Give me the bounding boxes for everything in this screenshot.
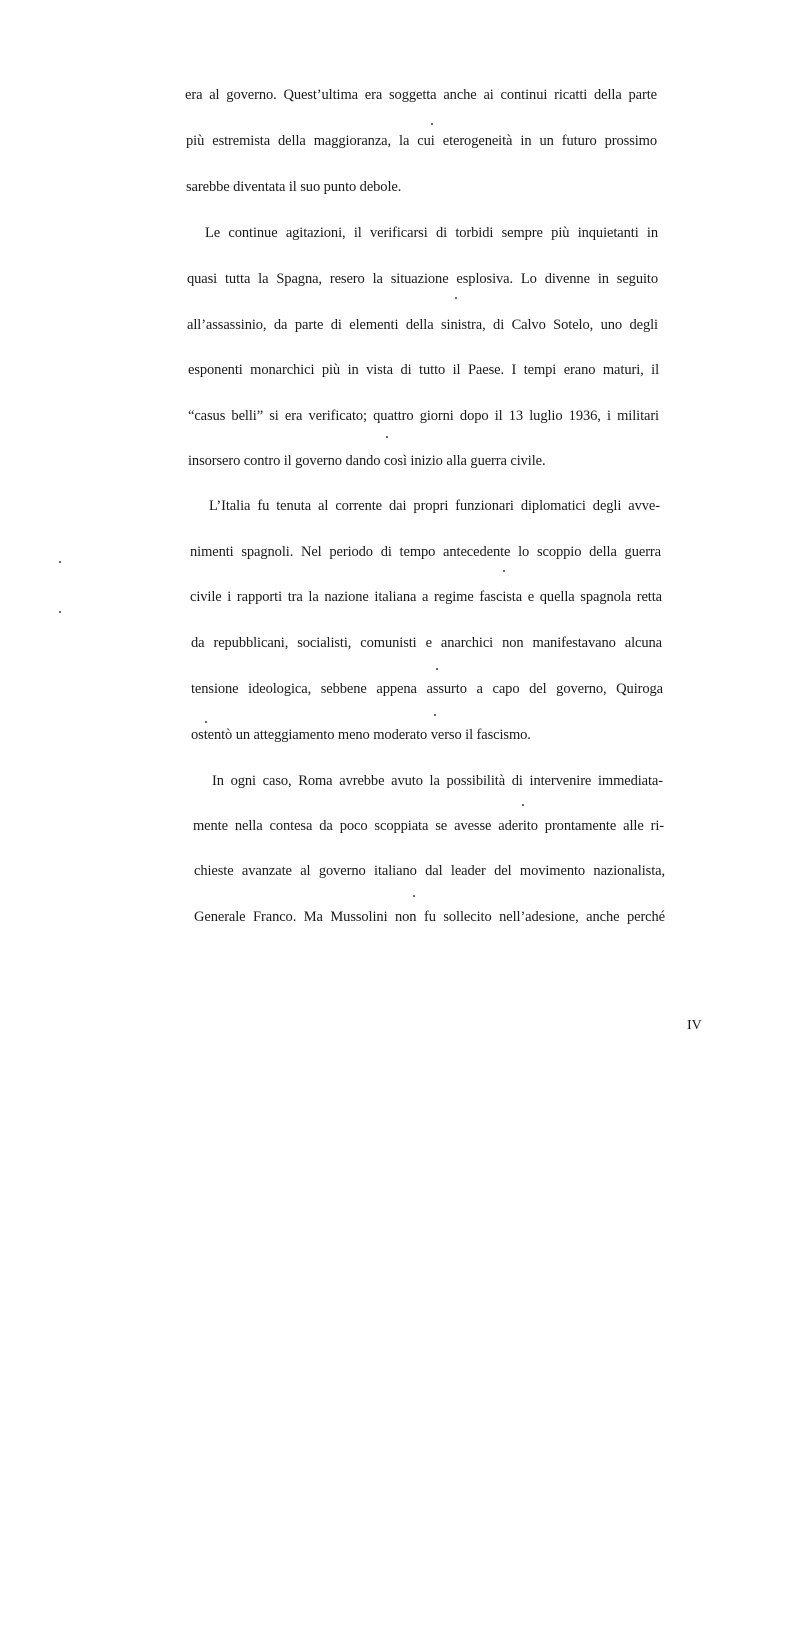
text-line: insorsero contro il governo dando così inizio alla guerra civile. bbox=[188, 453, 546, 469]
scan-speck bbox=[413, 895, 415, 897]
text-line: esponenti monarchici più in vista di tutto il Paese. I tempi erano maturi, il bbox=[188, 362, 659, 378]
text-line: più estremista della maggioranza, la cui eterogeneità in un futuro prossimo bbox=[186, 133, 657, 149]
scan-speck bbox=[434, 714, 436, 716]
page-number: IV bbox=[687, 1018, 702, 1033]
scan-speck bbox=[436, 668, 438, 670]
text-line: tensione ideologica, sebbene appena assurto a capo del governo, Quiroga bbox=[191, 681, 663, 697]
text-line: “casus belli” si era verificato; quattro giorni dopo il 13 luglio 1936, i militari bbox=[188, 408, 659, 424]
text-line: sarebbe diventata il suo punto debole. bbox=[186, 179, 402, 195]
scan-speck bbox=[503, 570, 505, 572]
scan-speck bbox=[59, 611, 61, 613]
scan-speck bbox=[59, 561, 61, 563]
text-line: Generale Franco. Ma Mussolini non fu sollecito nell’adesione, anche perché bbox=[194, 909, 665, 925]
text-line: In ogni caso, Roma avrebbe avuto la possibilità di intervenire immediata- bbox=[212, 773, 663, 789]
text-line: quasi tutta la Spagna, resero la situazione esplosiva. Lo divenne in seguito bbox=[187, 271, 658, 287]
scan-speck bbox=[431, 123, 433, 125]
text-line: nimenti spagnoli. Nel periodo di tempo antecedente lo scoppio della guerra bbox=[190, 544, 661, 560]
text-line: L’Italia fu tenuta al corrente dai propri funzionari diplomatici degli avve- bbox=[209, 498, 660, 514]
text-line: all’assassinio, da parte di elementi della sinistra, di Calvo Sotelo, uno degli bbox=[187, 317, 658, 333]
text-line: civile i rapporti tra la nazione italiana a regime fascista e quella spagnola retta bbox=[190, 589, 662, 605]
text-line: ostentò un atteggiamento meno moderato verso il fascismo. bbox=[191, 727, 531, 743]
text-line: da repubblicani, socialisti, comunisti e anarchici non manifestavano alcuna bbox=[191, 635, 662, 651]
text-line: mente nella contesa da poco scoppiata se avesse aderito prontamente alle ri- bbox=[193, 818, 664, 834]
scan-speck bbox=[205, 721, 207, 723]
scan-speck bbox=[386, 436, 388, 438]
text-line: Le continue agitazioni, il verificarsi di torbidi sempre più inquietanti in bbox=[205, 225, 658, 241]
text-line: era al governo. Quest’ultima era soggetta anche ai continui ricatti della parte bbox=[185, 87, 657, 103]
text-line: chieste avanzate al governo italiano dal leader del movimento nazionalista, bbox=[194, 863, 665, 879]
scan-speck bbox=[522, 804, 524, 806]
scan-speck bbox=[455, 297, 457, 299]
